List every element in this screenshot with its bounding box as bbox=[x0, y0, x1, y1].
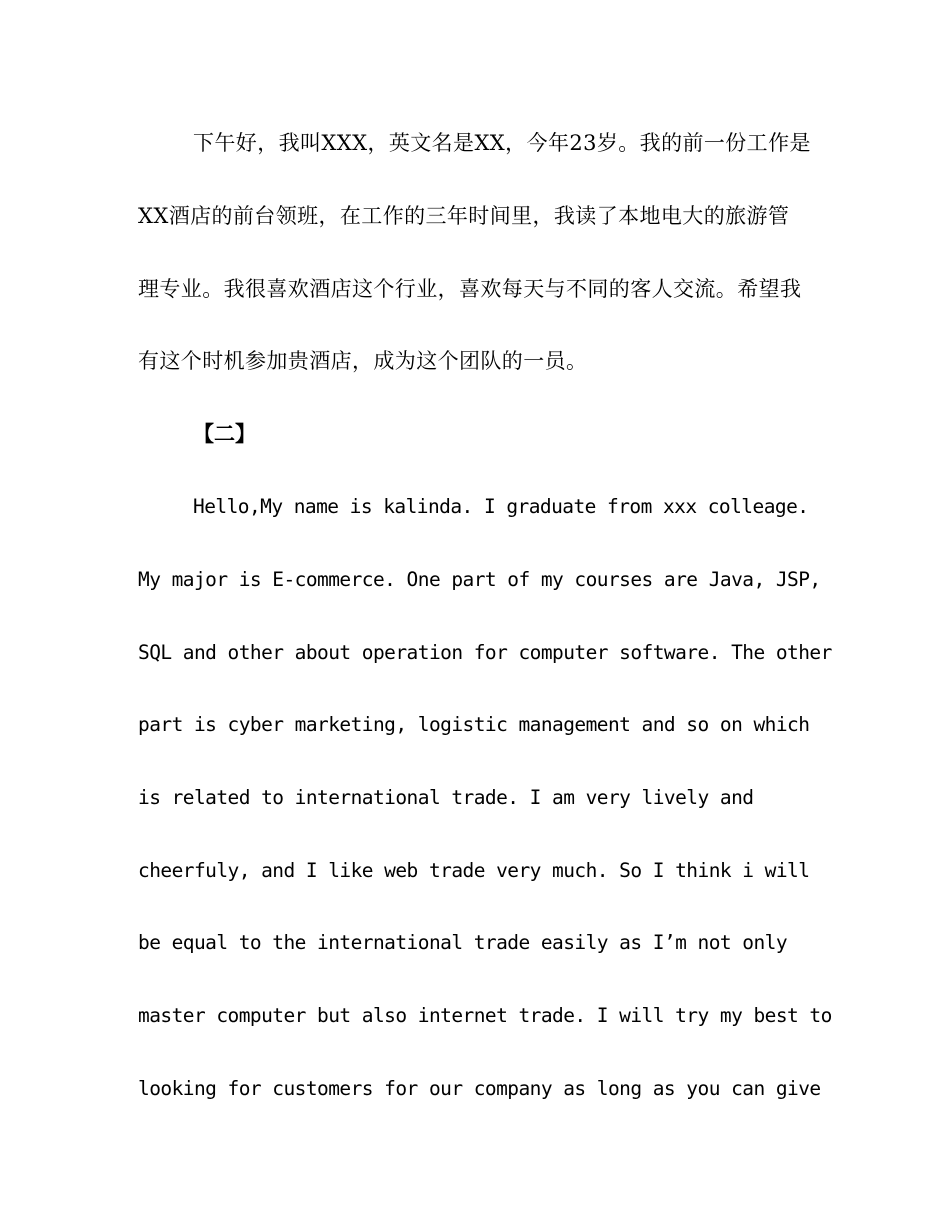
paragraph-2-line-1: Hello,My name is kalinda. I graduate from xxx colleage. bbox=[193, 495, 809, 518]
paragraph-1-line-2: XX酒店的前台领班，在工作的三年时间里，我读了本地电大的旅游管 bbox=[138, 204, 790, 228]
paragraph-2-line-4: part is cyber marketing, logistic management and so on which bbox=[138, 713, 810, 736]
paragraph-2-line-6: cheerfuly, and I like web trade very much. So I think i will bbox=[138, 859, 810, 882]
paragraph-2-line-5: is related to international trade. I am very lively and bbox=[138, 786, 754, 809]
paragraph-2-line-7: be equal to the international trade easily as I’m not only bbox=[138, 931, 788, 954]
paragraph-2-line-9: looking for customers for our company as long as you can give bbox=[138, 1077, 821, 1100]
paragraph-2-line-8: master computer but also internet trade. I will try my best to bbox=[138, 1004, 832, 1027]
paragraph-2-line-2: My major is E-commerce. One part of my courses are Java, JSP, bbox=[138, 568, 821, 591]
paragraph-1-line-1: 下午好，我叫XXX，英文名是XX，今年23岁。我的前一份工作是 bbox=[193, 131, 811, 155]
paragraph-1-line-4: 有这个时机参加贵酒店，成为这个团队的一员。 bbox=[138, 349, 588, 373]
paragraph-1-line-3: 理专业。我很喜欢酒店这个行业，喜欢每天与不同的客人交流。希望我 bbox=[138, 277, 802, 301]
paragraph-2-line-3: SQL and other about operation for computer software. The other bbox=[138, 641, 832, 664]
section-heading: 【二】 bbox=[193, 422, 256, 446]
